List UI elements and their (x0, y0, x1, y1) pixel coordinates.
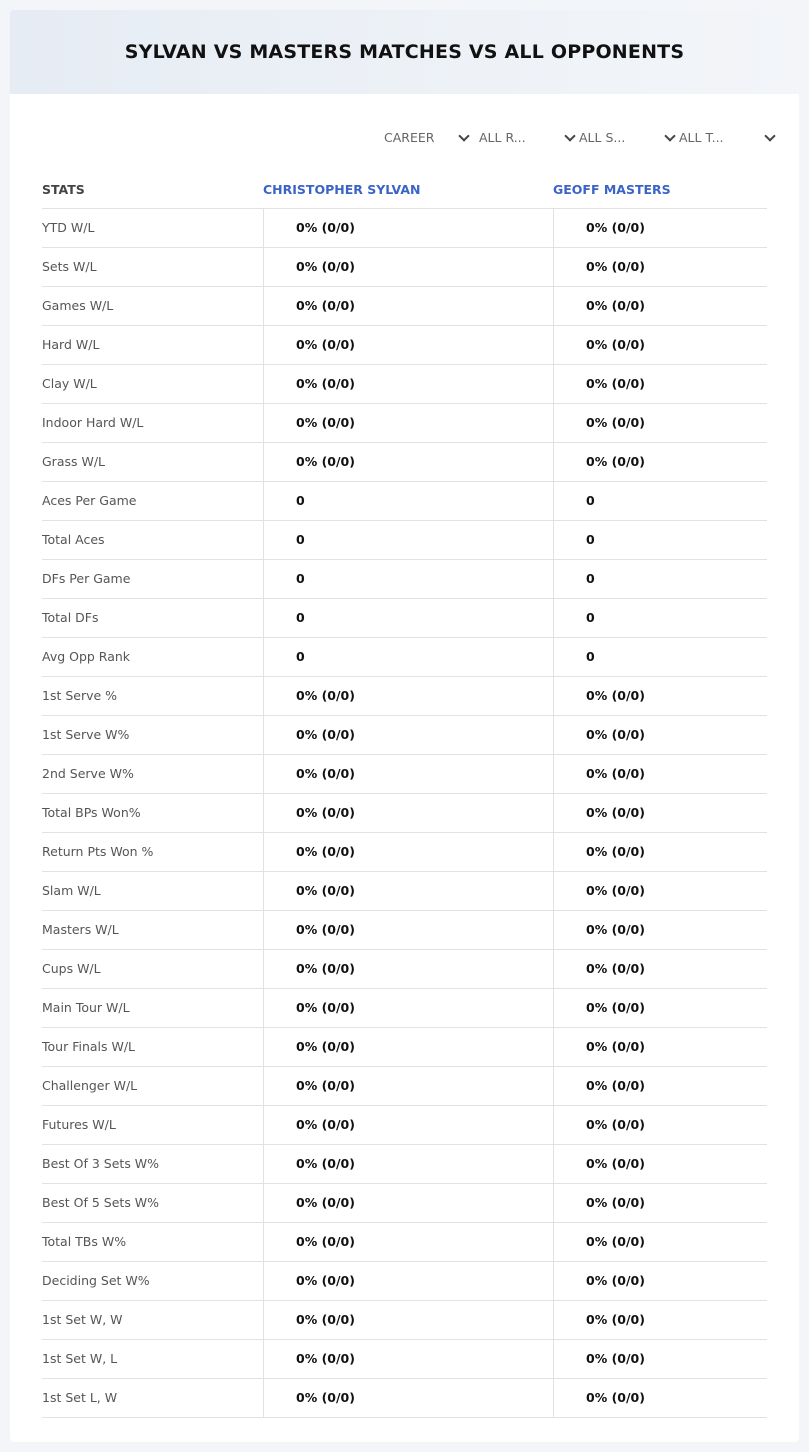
table-row (42, 1067, 767, 1106)
player2-value: 0% (0/0) (553, 1028, 767, 1066)
stat-label: Main Tour W/L (42, 1000, 130, 1015)
player1-value: 0% (0/0) (263, 1145, 553, 1183)
stats-table (42, 208, 767, 1418)
player2-value: 0% (0/0) (553, 443, 767, 481)
page-title: SYLVAN VS MASTERS MATCHES VS ALL OPPONENTS (124, 41, 685, 63)
period-select[interactable] (384, 128, 474, 146)
table-row (42, 1262, 767, 1301)
player1-value: 0% (0/0) (263, 443, 553, 481)
stat-label: 1st Set W, W (42, 1312, 123, 1327)
stat-label: 1st Serve % (42, 688, 118, 703)
stat-label: Avg Opp Rank (42, 649, 131, 664)
table-row (42, 1184, 767, 1223)
stat-label: Games W/L (42, 298, 114, 313)
table-row (42, 755, 767, 794)
player2-value: 0% (0/0) (553, 1340, 767, 1378)
player2-value: 0 (553, 599, 767, 637)
player2-value: 0% (0/0) (553, 1301, 767, 1339)
table-row (42, 1340, 767, 1379)
player2-value: 0% (0/0) (553, 950, 767, 988)
player2-value: 0% (0/0) (553, 989, 767, 1027)
table-row (42, 1106, 767, 1145)
table-header (42, 182, 767, 198)
stat-label: Total TBs W% (42, 1234, 127, 1249)
table-row (42, 638, 767, 677)
filter-bar (380, 128, 776, 146)
player2-value: 0% (0/0) (553, 326, 767, 364)
table-row (42, 365, 767, 404)
table-row (42, 833, 767, 872)
player1-value: 0% (0/0) (263, 287, 553, 325)
player2-value: 0% (0/0) (553, 755, 767, 793)
player2-value: 0% (0/0) (553, 1184, 767, 1222)
player2-value: 0% (0/0) (553, 794, 767, 832)
player1-value: 0% (0/0) (263, 872, 553, 910)
player1-value: 0% (0/0) (263, 1184, 553, 1222)
player1-value: 0% (0/0) (263, 833, 553, 871)
player1-value: 0% (0/0) (263, 365, 553, 403)
player1-value: 0% (0/0) (263, 911, 553, 949)
player2-value: 0% (0/0) (553, 287, 767, 325)
table-row (42, 560, 767, 599)
stat-label: Futures W/L (42, 1117, 116, 1132)
player2-value: 0% (0/0) (553, 833, 767, 871)
chevron-down-icon (664, 130, 675, 141)
stat-label: Hard W/L (42, 337, 100, 352)
table-row (42, 443, 767, 482)
table-row (42, 599, 767, 638)
player1-value: 0% (0/0) (263, 404, 553, 442)
table-row (42, 872, 767, 911)
stat-label: Tour Finals W/L (42, 1039, 136, 1054)
player2-value: 0 (553, 482, 767, 520)
player2-value: 0% (0/0) (553, 1106, 767, 1144)
player2-value: 0% (0/0) (553, 872, 767, 910)
player2-value: 0% (0/0) (553, 404, 767, 442)
player1-value: 0% (0/0) (263, 1340, 553, 1378)
player1-value: 0% (0/0) (263, 716, 553, 754)
stat-label: Clay W/L (42, 376, 97, 391)
stat-label: Masters W/L (42, 922, 119, 937)
player2-value: 0% (0/0) (553, 209, 767, 247)
table-row (42, 1028, 767, 1067)
player1-value: 0% (0/0) (263, 989, 553, 1027)
stat-label: Total DFs (42, 610, 99, 625)
stats-column-header: STATS (42, 182, 85, 197)
card-header (10, 10, 799, 94)
stat-label: Best Of 3 Sets W% (42, 1156, 160, 1171)
table-row (42, 1145, 767, 1184)
player1-value: 0% (0/0) (263, 1262, 553, 1300)
stat-label: 1st Set W, L (42, 1351, 118, 1366)
table-row (42, 716, 767, 755)
player1-value: 0% (0/0) (263, 248, 553, 286)
chevron-down-icon (764, 130, 775, 141)
table-row (42, 1301, 767, 1340)
stats-card (10, 10, 799, 1442)
player2-value: 0% (0/0) (553, 716, 767, 754)
player1-value: 0% (0/0) (263, 1223, 553, 1261)
player1-link[interactable]: CHRISTOPHER SYLVAN (263, 182, 421, 197)
chevron-down-icon (564, 130, 575, 141)
chevron-down-icon (458, 130, 469, 141)
player2-link[interactable]: GEOFF MASTERS (553, 182, 671, 197)
player1-value: 0% (0/0) (263, 326, 553, 364)
table-row (42, 521, 767, 560)
player2-value: 0% (0/0) (553, 1262, 767, 1300)
stat-label: 2nd Serve W% (42, 766, 134, 781)
table-row (42, 1379, 767, 1418)
table-row (42, 209, 767, 248)
player2-value: 0 (553, 560, 767, 598)
player1-value: 0% (0/0) (263, 1106, 553, 1144)
player1-value: 0% (0/0) (263, 1067, 553, 1105)
stat-label: 1st Set L, W (42, 1390, 118, 1405)
stat-label: Cups W/L (42, 961, 101, 976)
table-row (42, 248, 767, 287)
surface-select-value: ALL S... (579, 129, 626, 145)
player2-value: 0% (0/0) (553, 248, 767, 286)
player2-value: 0% (0/0) (553, 1145, 767, 1183)
table-row (42, 326, 767, 365)
player1-value: 0 (263, 560, 553, 598)
tournament-select[interactable] (679, 128, 769, 146)
player2-value: 0% (0/0) (553, 365, 767, 403)
table-row (42, 989, 767, 1028)
table-row (42, 287, 767, 326)
period-select-value: CAREER (384, 129, 435, 145)
stat-label: DFs Per Game (42, 571, 131, 586)
stat-label: Indoor Hard W/L (42, 415, 144, 430)
stat-label: Return Pts Won % (42, 844, 154, 859)
table-row (42, 404, 767, 443)
player2-value: 0% (0/0) (553, 1379, 767, 1417)
player1-value: 0% (0/0) (263, 950, 553, 988)
tournament-select-value: ALL T... (679, 129, 724, 145)
stat-label: Aces Per Game (42, 493, 137, 508)
player1-value: 0 (263, 482, 553, 520)
player1-value: 0% (0/0) (263, 677, 553, 715)
player1-value: 0% (0/0) (263, 1379, 553, 1417)
table-row (42, 950, 767, 989)
stat-label: Slam W/L (42, 883, 101, 898)
player2-value: 0% (0/0) (553, 1067, 767, 1105)
stat-label: YTD W/L (42, 220, 95, 235)
table-row (42, 911, 767, 950)
surface-select[interactable] (579, 128, 669, 146)
player2-value: 0% (0/0) (553, 677, 767, 715)
stat-label: Challenger W/L (42, 1078, 138, 1093)
table-row (42, 677, 767, 716)
stat-label: Total Aces (42, 532, 105, 547)
player2-value: 0% (0/0) (553, 1223, 767, 1261)
player1-value: 0% (0/0) (263, 755, 553, 793)
stat-label: Total BPs Won% (42, 805, 141, 820)
stat-label: Deciding Set W% (42, 1273, 150, 1288)
player1-value: 0 (263, 599, 553, 637)
round-select[interactable] (479, 128, 569, 146)
player1-value: 0% (0/0) (263, 209, 553, 247)
table-row (42, 482, 767, 521)
round-select-value: ALL R... (479, 129, 526, 145)
player1-value: 0% (0/0) (263, 1301, 553, 1339)
table-row (42, 1223, 767, 1262)
player1-value: 0% (0/0) (263, 794, 553, 832)
player1-value: 0% (0/0) (263, 1028, 553, 1066)
player2-value: 0 (553, 638, 767, 676)
stat-label: 1st Serve W% (42, 727, 130, 742)
stat-label: Sets W/L (42, 259, 97, 274)
stat-label: Grass W/L (42, 454, 106, 469)
table-row (42, 794, 767, 833)
stat-label: Best Of 5 Sets W% (42, 1195, 160, 1210)
player2-value: 0% (0/0) (553, 911, 767, 949)
player1-value: 0 (263, 638, 553, 676)
player2-value: 0 (553, 521, 767, 559)
player1-value: 0 (263, 521, 553, 559)
